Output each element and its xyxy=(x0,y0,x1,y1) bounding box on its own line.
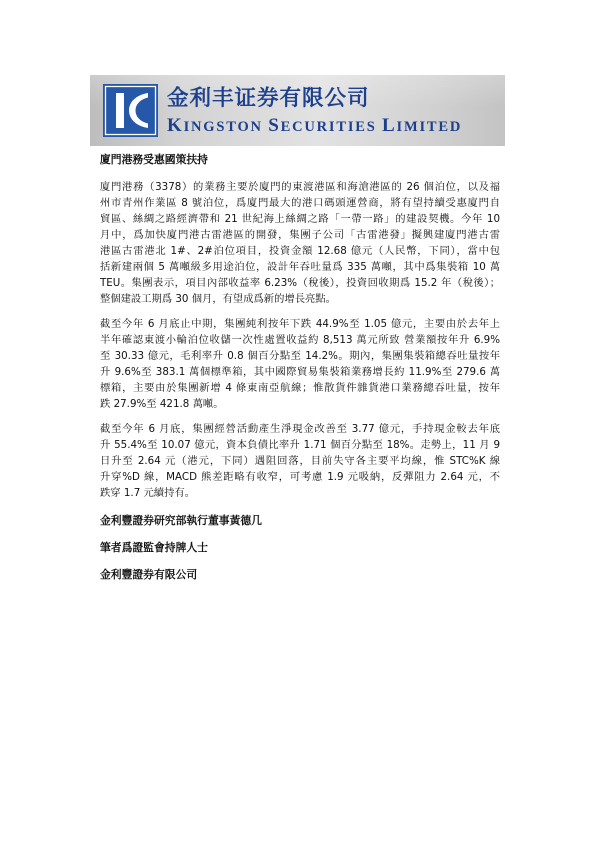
paragraph-line: 跌穿 1.7 元續持有。 xyxy=(100,487,195,499)
paragraph-line: 升穿%D 線，MACD 熊差距略有收窄，可考慮 1.9 元吸納，反彈阻力 2.64 元，不 xyxy=(100,471,500,483)
paragraph-line: 升 9.6%至 383.1 萬個標準箱，其中國際貿易集裝箱業務增長約 11.9%至 279.6 萬 xyxy=(100,366,500,378)
paragraph-line: 括新建兩個 5 萬噸級多用途泊位，設計年吞吐量爲 335 萬噸，其中爲集裝箱 10 萬 xyxy=(100,261,500,273)
paragraph-line: 半年確認東渡小輪泊位收儲一次性處置收益約 8,513 萬元所致 營業額按年升 6.9% xyxy=(100,334,500,346)
license-disclaimer: 筆者爲證監會持牌人士 xyxy=(100,541,208,554)
paragraph-line: 升 55.4%至 10.07 億元，資本負債比率升 1.71 個百分點至 18%。走勢上，11 月 9 xyxy=(100,439,500,451)
company-name-cn: 金利丰证券有限公司 xyxy=(167,86,370,111)
paragraph-line: 廈門港務（3378）的業務主要於廈門的東渡港區和海滄港區的 26 個泊位，以及福 xyxy=(100,181,500,193)
paragraph-line: 整個建設工期爲 30 個月，有望成爲新的增長亮點。 xyxy=(100,293,336,305)
kingston-logo-icon xyxy=(103,84,158,137)
company-banner xyxy=(90,75,505,146)
logo-bar xyxy=(116,93,124,128)
paragraph-line: 貿區、絲綢之路經濟帶和 21 世紀海上絲綢之路「一帶一路」的建設契機。今年 10 xyxy=(100,213,500,225)
company-name-en: KINGSTON SECURITIES LIMITED xyxy=(167,115,463,136)
company-name-en-initial: L xyxy=(382,115,397,136)
paragraph-line: 截至今年 6 月底止中期，集團純利按年下跌 44.9%至 1.05 億元，主要由於去年上 xyxy=(100,318,500,330)
paragraph-interim-results xyxy=(100,316,500,412)
paragraph-line: 截至今年 6 月底，集團經營活動產生淨現金改善至 3.77 億元，手持現金較去年底 xyxy=(100,423,500,435)
author-line: 金利豐證券研究部執行董事黃德几 xyxy=(100,514,262,527)
paragraph-line: 州市青州作業區 8 號泊位，爲廈門最大的港口碼頭運營商，將有望持續受惠廈門自 xyxy=(100,197,500,209)
paragraph-line: 港區古雷港北 1#、2#泊位項目，投資金額 12.68 億元（人民幣，下同），當中包 xyxy=(100,245,500,257)
paragraph-cash-and-technicals xyxy=(100,421,500,501)
paragraph-line: 跌 27.9%至 421.8 萬噸。 xyxy=(100,398,224,410)
paragraph-line: 月中，爲加快廈門港古雷港區的開發，集團子公司「古雷港發」擬興建廈門港古雷 xyxy=(100,229,500,241)
company-signature: 金利豐證券有限公司 xyxy=(100,568,198,581)
logo-graphic xyxy=(103,84,158,137)
company-name-en-initial: S xyxy=(268,115,281,136)
paragraph-line: 至 30.33 億元，毛利率升 0.8 個百分點至 14.2%。期內，集團集裝箱總吞吐量按年 xyxy=(100,350,500,362)
paragraph-line: TEU。集團表示，項目內部收益率 6.23%（稅後），投資回收期爲 15.2 年（稅後）； xyxy=(100,277,500,289)
company-name-en-initial: K xyxy=(167,115,184,136)
paragraph-line: 日升至 2.64 元（港元，下同）遇阻回落，目前失守各主要平均線，惟 STC%K 線 xyxy=(100,455,500,467)
paragraph-line: 標箱，主要由於集團新增 4 條東南亞航線；惟散貨件雜貨港口業務總吞吐量，按年 xyxy=(100,382,500,394)
article-title: 廈門港務受惠國策扶持 xyxy=(100,153,208,166)
paragraph-business-overview xyxy=(100,179,500,307)
